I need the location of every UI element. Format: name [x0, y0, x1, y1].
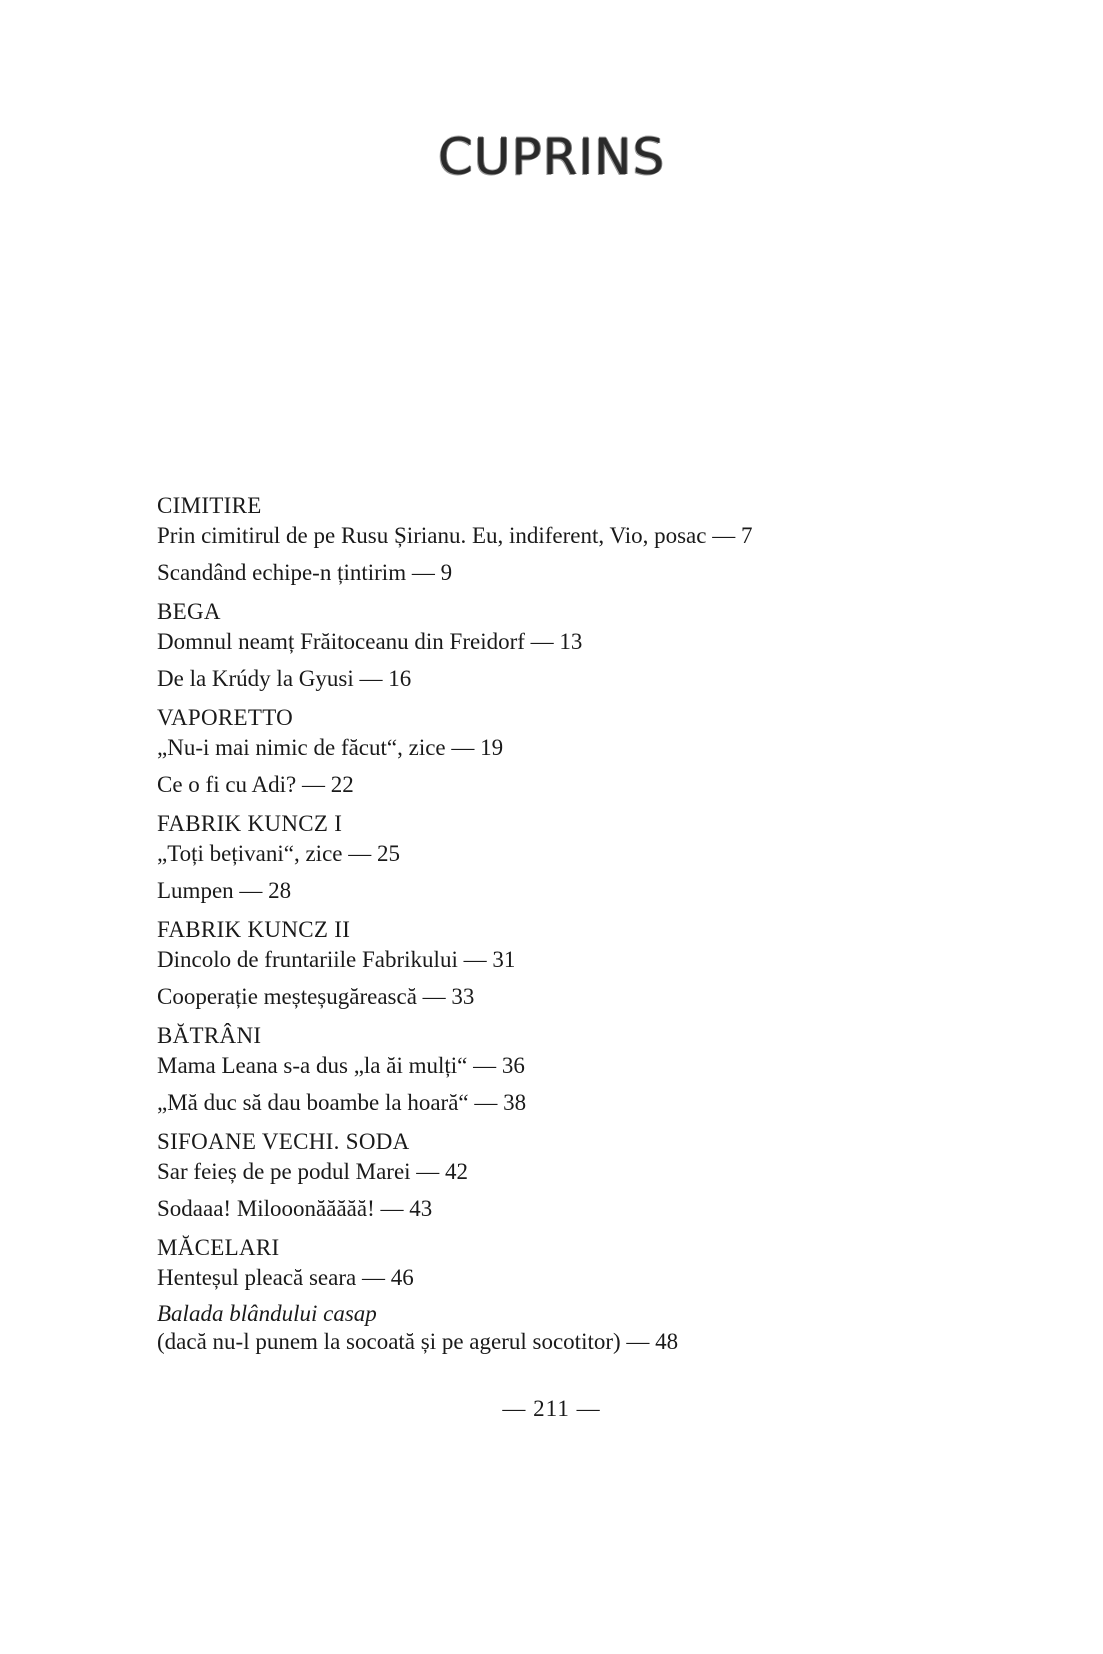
toc-section	[157, 702, 977, 800]
section-heading: VAPORETTO	[157, 705, 294, 730]
section-heading: BEGA	[157, 599, 221, 624]
toc-entry: Mama Leana s-a dus „la ăi mulți“ — 36	[157, 1053, 525, 1078]
page-number: — 211 —	[502, 1396, 601, 1421]
toc-section	[157, 1232, 977, 1357]
toc-entry: „Toți bețivani“, zice — 25	[157, 841, 400, 866]
toc-entry: Scandând echipe-n țintirim — 9	[157, 560, 453, 585]
page-title: CUPRINS	[437, 128, 666, 186]
toc-section	[157, 490, 977, 588]
section-heading: FABRIK KUNCZ II	[157, 917, 351, 942]
toc-entry: Ce o fi cu Adi? — 22	[157, 772, 354, 797]
section-heading: BĂTRÂNI	[157, 1023, 262, 1048]
toc-entry: Lumpen — 28	[157, 878, 292, 903]
toc-entry: „Mă duc să dau boambe la hoară“ — 38	[157, 1090, 527, 1115]
toc-entry	[157, 1300, 977, 1357]
toc-entry-subtitle: Balada blândului casap	[157, 1301, 377, 1326]
toc-entry: Dincolo de fruntariile Fabrikului — 31	[157, 947, 516, 972]
toc-entry-text: (dacă nu-l punem la socoată și pe agerul socotitor) — 48	[157, 1329, 679, 1354]
toc-section	[157, 808, 977, 906]
toc-entry: Domnul neamț Frăitoceanu din Freidorf — 13	[157, 629, 583, 654]
toc-entry: Cooperație meșteșugărească — 33	[157, 984, 475, 1009]
section-heading: MĂCELARI	[157, 1235, 280, 1260]
toc-entry: Sar feieș de pe podul Marei — 42	[157, 1159, 469, 1184]
toc-entry: De la Krúdy la Gyusi — 16	[157, 666, 412, 691]
toc-entry: Henteșul pleacă seara — 46	[157, 1265, 414, 1290]
toc-entry: Prin cimitirul de pe Rusu Șirianu. Eu, indiferent, Vio, posac — 7	[157, 523, 753, 548]
toc-entry: „Nu-i mai nimic de făcut“, zice — 19	[157, 735, 504, 760]
toc-entry: Sodaaa! Milooonăăăăă! — 43	[157, 1196, 433, 1221]
section-heading: SIFOANE VECHI. SODA	[157, 1129, 410, 1154]
toc-section	[157, 914, 977, 1012]
toc-section	[157, 1126, 977, 1224]
table-of-contents	[157, 490, 977, 1365]
toc-section	[157, 596, 977, 694]
toc-section	[157, 1020, 977, 1118]
section-heading: FABRIK KUNCZ I	[157, 811, 343, 836]
section-heading: CIMITIRE	[157, 493, 262, 518]
